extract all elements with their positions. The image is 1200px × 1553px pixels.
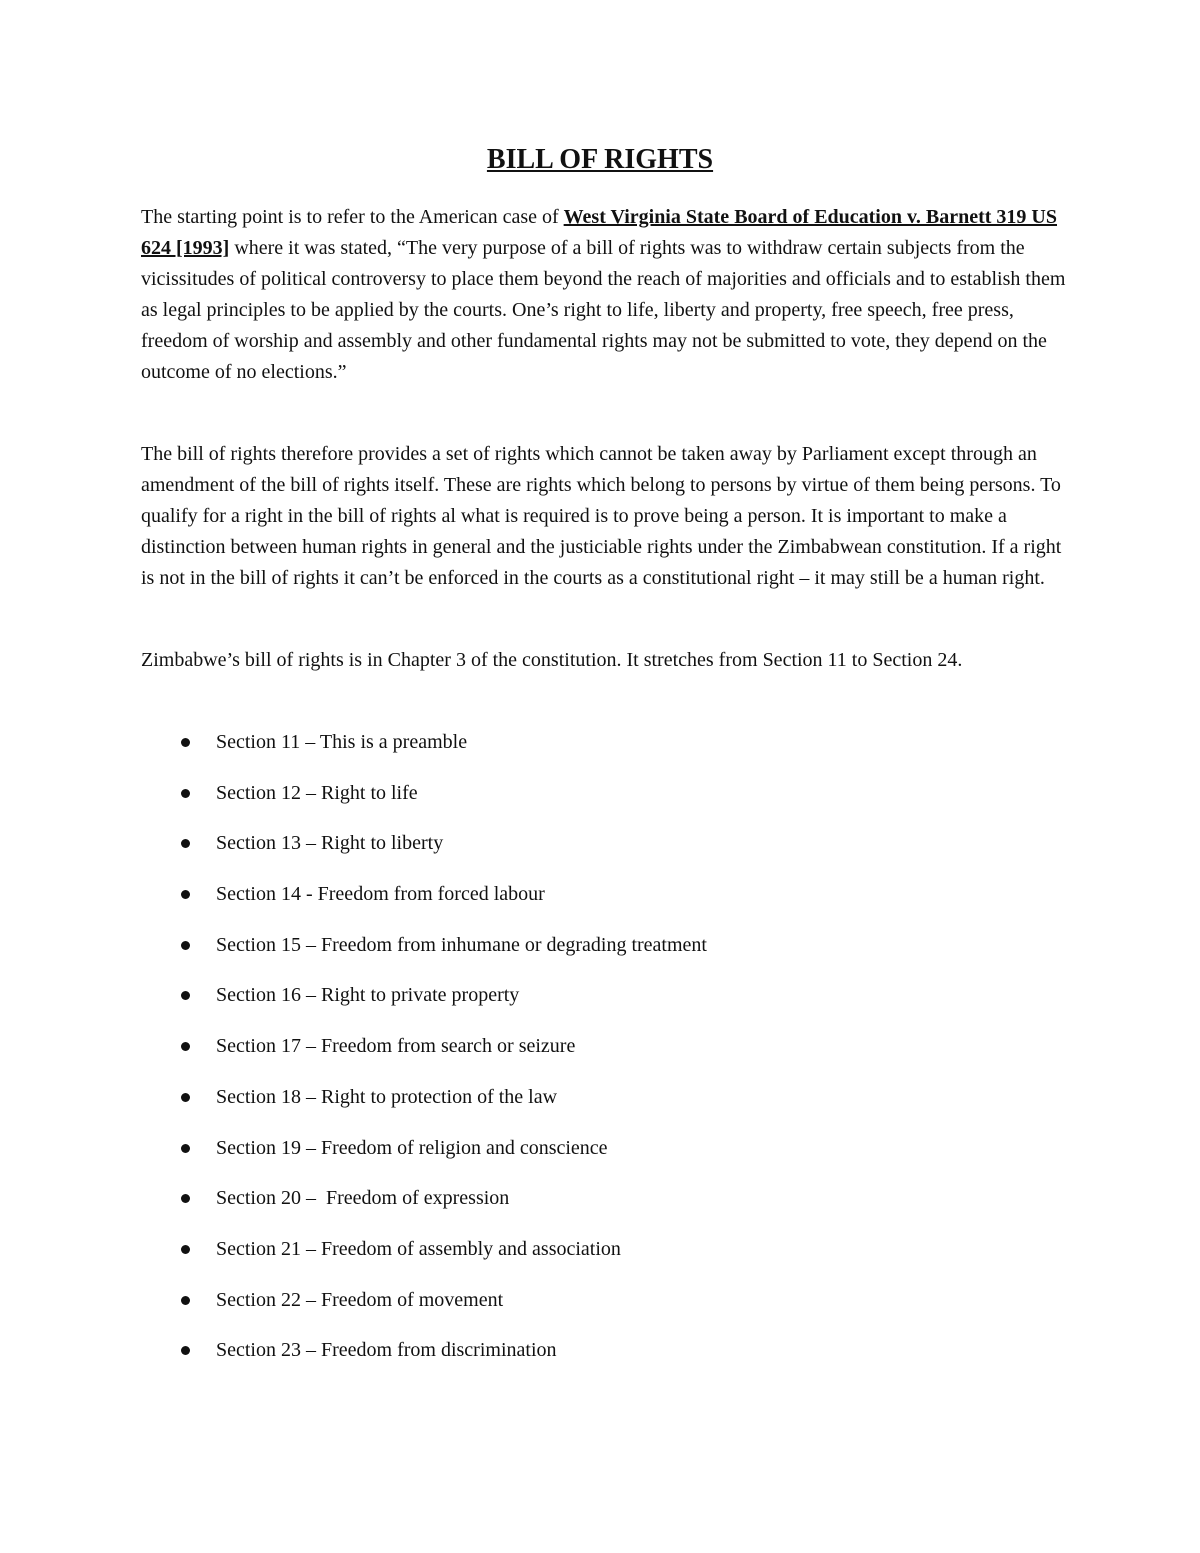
section-item-text: Section 16 – Right to private property bbox=[216, 984, 520, 1007]
section-item-text: Section 22 – Freedom of movement bbox=[216, 1288, 504, 1311]
bullet-icon bbox=[181, 890, 190, 899]
paragraph-chapter-3: Zimbabwe’s bill of rights is in Chapter 3 of the constitution. It stretches from Section 11 to Section 24. bbox=[141, 649, 963, 671]
section-item-text: Section 12 – Right to life bbox=[216, 781, 418, 804]
section-item-text: Section 21 – Freedom of assembly and association bbox=[216, 1237, 621, 1260]
list-item bbox=[141, 1031, 1066, 1082]
bullet-icon bbox=[181, 1296, 190, 1305]
list-item bbox=[141, 879, 1066, 930]
sections-list bbox=[141, 727, 1066, 1386]
list-item bbox=[141, 1183, 1066, 1234]
list-item bbox=[141, 980, 1066, 1031]
list-item bbox=[141, 1234, 1066, 1285]
bullet-icon bbox=[181, 839, 190, 848]
case-reference: West Virginia State Board of Education v. Barnett 319 US 624 [1993] bbox=[141, 206, 1057, 259]
bullet-icon bbox=[181, 1042, 190, 1051]
list-item bbox=[141, 1285, 1066, 1336]
bullet-icon bbox=[181, 941, 190, 950]
section-item-text: Section 17 – Freedom from search or seizure bbox=[216, 1035, 576, 1058]
bullet-icon bbox=[181, 1245, 190, 1254]
bullet-icon bbox=[181, 1194, 190, 1203]
section-item-text: Section 23 – Freedom from discrimination bbox=[216, 1339, 557, 1362]
list-item bbox=[141, 1335, 1066, 1386]
section-item-text: Section 15 – Freedom from inhumane or degrading treatment bbox=[216, 933, 707, 956]
bullet-icon bbox=[181, 1144, 190, 1153]
list-item bbox=[141, 1082, 1066, 1133]
section-item-text: Section 14 - Freedom from forced labour bbox=[216, 883, 545, 906]
bullet-icon bbox=[181, 1093, 190, 1102]
bullet-icon bbox=[181, 1346, 190, 1355]
paragraph-case-quote bbox=[141, 202, 1066, 388]
case-quote: where it was stated, “The very purpose of a bill of rights was to withdraw certain subjects from the vicissitudes of political controversy to place them beyond the reach of majorities and officials and to establish them as legal principles to be applied by the courts. One’s right to life, liberty and property, free speech, free press, freedom of worship and assembly and other fundamental rights may not be submitted to vote, they depend on the outcome of no elections.” bbox=[141, 237, 1066, 383]
section-item-text: Section 11 – This is a preamble bbox=[216, 731, 468, 753]
list-item bbox=[141, 930, 1066, 981]
page-title: BILL OF RIGHTS bbox=[486, 144, 714, 175]
section-item-text: Section 13 – Right to liberty bbox=[216, 832, 444, 855]
list-item bbox=[141, 778, 1066, 829]
paragraph-bill-of-rights: The bill of rights therefore provides a set of rights which cannot be taken away by Parliament except through an amendment of the bill of rights itself. These are rights which belong to persons by virtue of them being persons. To qualify for a right in the bill of rights al what is required is to prove being a person. It is important to make a distinction between human rights in general and the justiciable rights under the Zimbabwean constitution. If a right is not in the bill of rights it can’t be enforced in the courts as a constitutional right – it may still be a human right. bbox=[141, 443, 1062, 589]
section-item-text: Section 20 – Freedom of expression bbox=[216, 1187, 510, 1210]
bullet-icon bbox=[181, 738, 190, 747]
list-item bbox=[141, 1133, 1066, 1184]
bullet-icon bbox=[181, 991, 190, 1000]
bullet-icon bbox=[181, 789, 190, 798]
list-item bbox=[141, 727, 1066, 778]
section-item-text: Section 18 – Right to protection of the law bbox=[216, 1085, 558, 1108]
paragraph-intro: The starting point is to refer to the American case of bbox=[141, 206, 564, 228]
section-item-text: Section 19 – Freedom of religion and conscience bbox=[216, 1136, 608, 1159]
list-item bbox=[141, 828, 1066, 879]
